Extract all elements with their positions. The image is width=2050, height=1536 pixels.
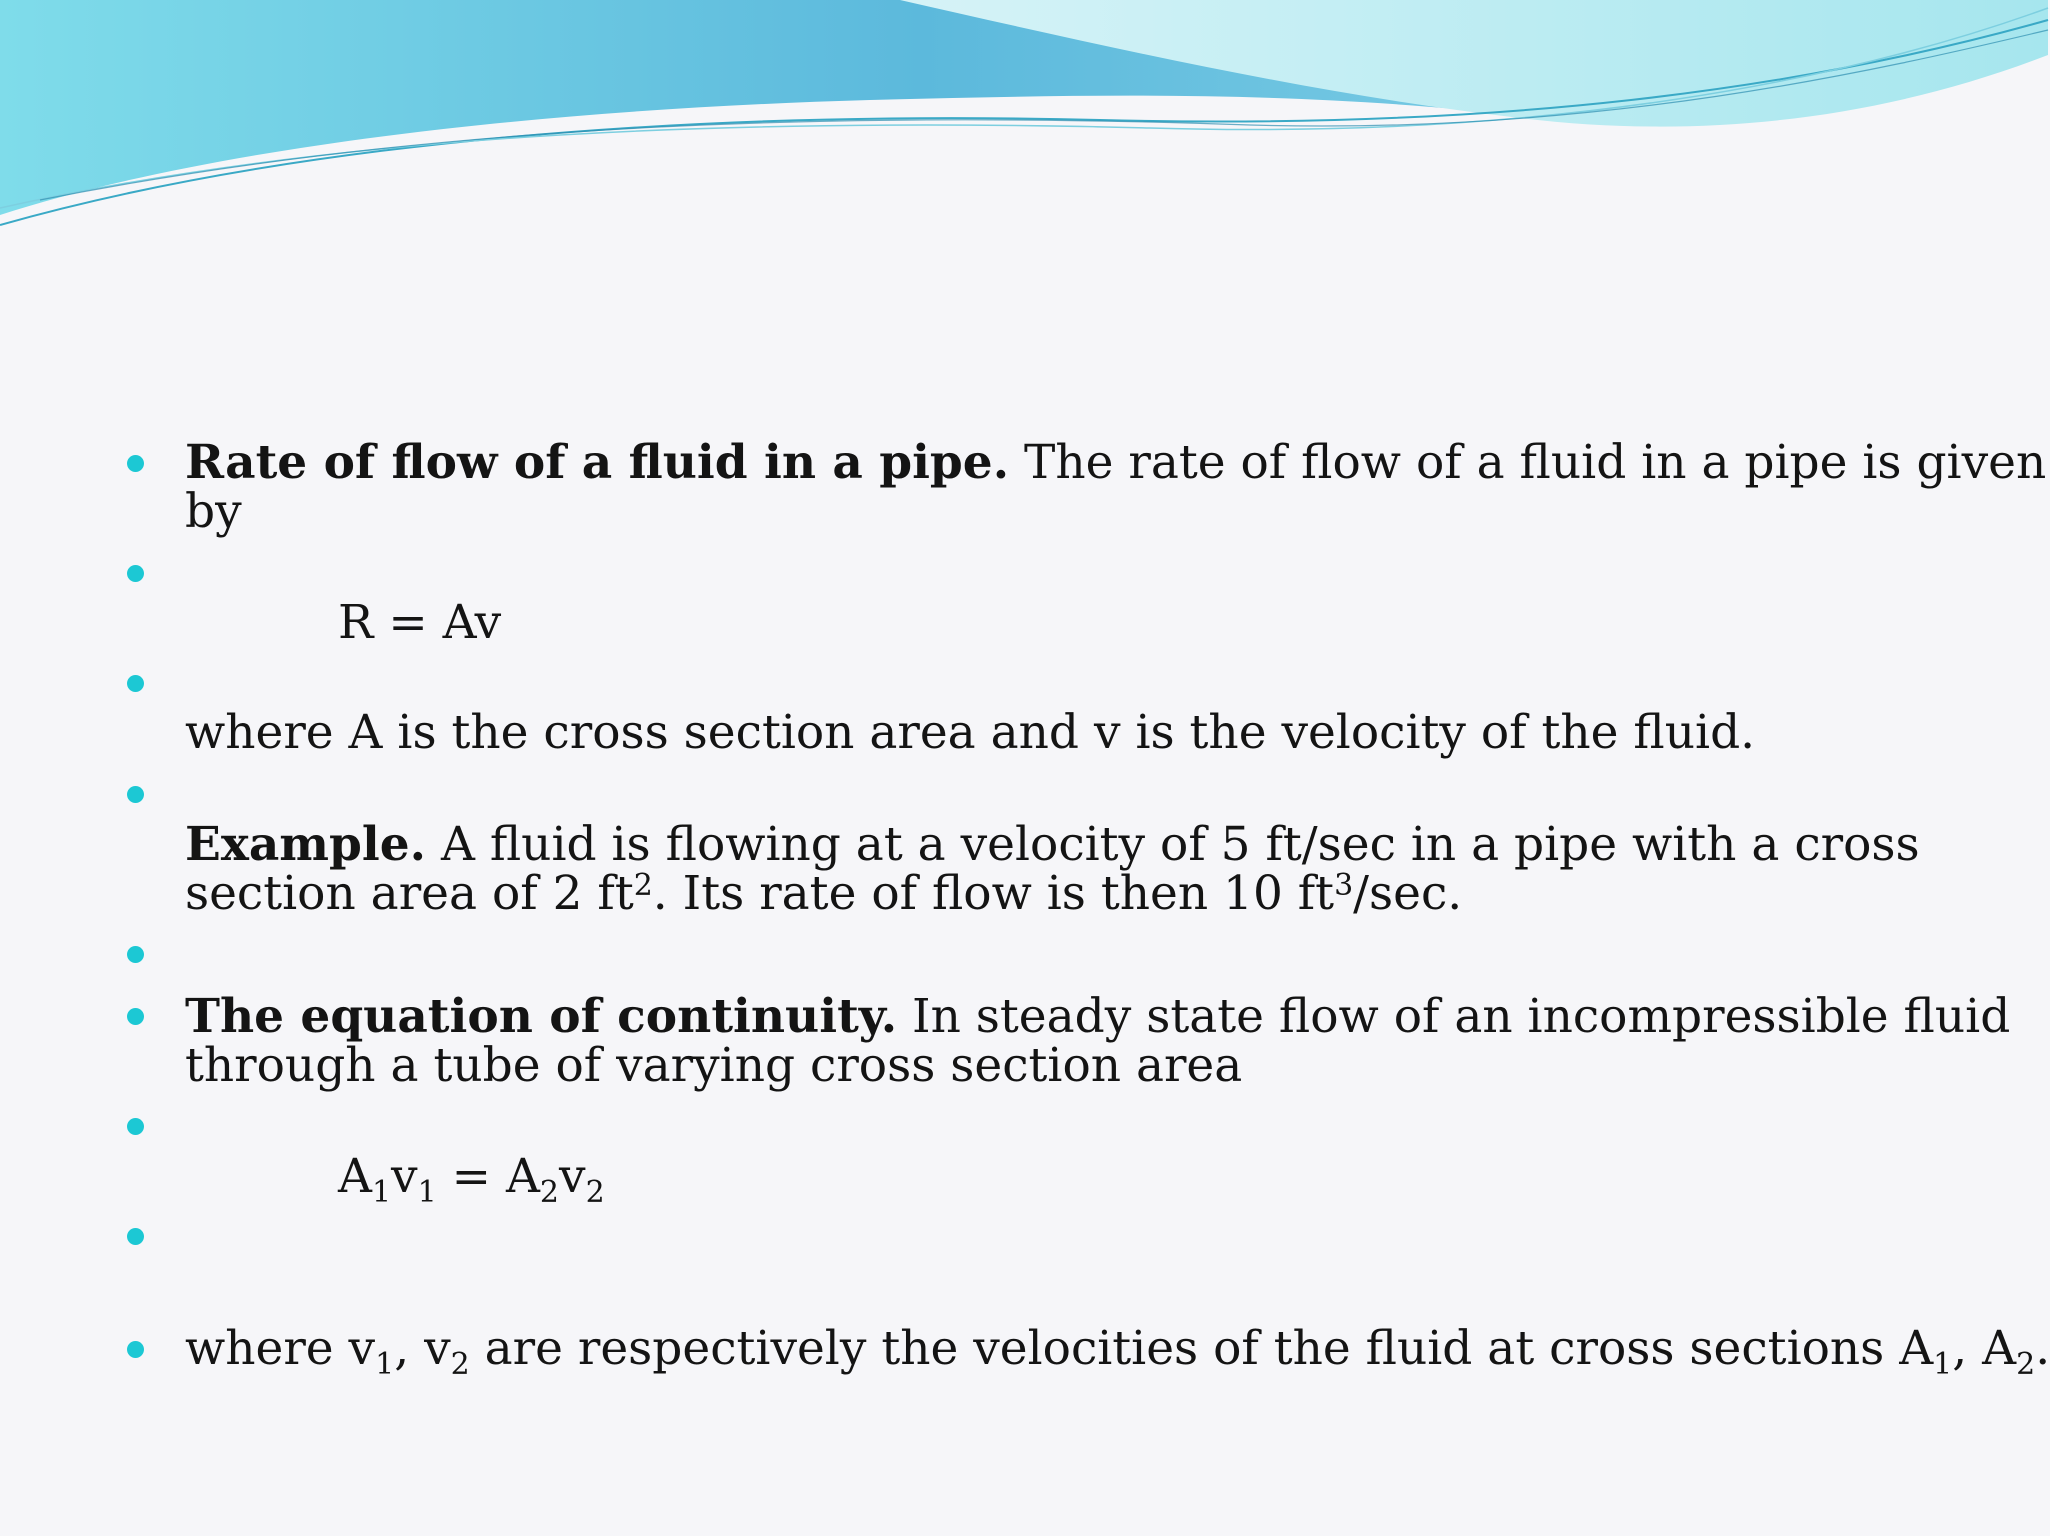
subscript: 1 (417, 1175, 437, 1210)
exponent-3: 3 (1334, 868, 1354, 903)
example-part-2: . Its rate of flow is then 10 ft (652, 866, 1335, 921)
subscript: 2 (585, 1175, 605, 1210)
subscript: 2 (2016, 1347, 2036, 1382)
where2-part-3: are respectively the velocities of the fluid at cross sections A (469, 1321, 1934, 1376)
subscript: 2 (539, 1175, 560, 1210)
example-text: A fluid is flowing at a velocity of 5 ft/sec in a pipe with a cross (426, 817, 1920, 872)
bullet-dot (127, 1118, 144, 1135)
bullet-dot (127, 946, 144, 963)
formula-a1: A (338, 1149, 372, 1204)
formula-v2: v (559, 1149, 586, 1204)
bullet-dot (127, 1341, 144, 1358)
where2-part-5: . (2035, 1321, 2050, 1376)
rate-of-flow-continuation: by (185, 484, 242, 539)
exponent-2: 2 (633, 868, 653, 903)
bullet-dot (127, 675, 144, 692)
bullet-dot (127, 1008, 144, 1025)
bullet-dot (127, 1228, 144, 1245)
bullet-dot (127, 786, 144, 803)
rate-of-flow-text: The rate of flow of a fluid in a pipe is given (1009, 435, 2047, 490)
formula-equals: = (436, 1149, 506, 1204)
subscript: 1 (1933, 1347, 1953, 1382)
where2-part-2: , v (394, 1321, 451, 1376)
formula-v1: v (391, 1149, 418, 1204)
continuity-line-2: through a tube of varying cross section area (185, 1038, 1243, 1093)
subscript: 1 (371, 1175, 392, 1210)
continuity-text: In steady state flow of an incompressible fluid (897, 989, 2011, 1044)
example-line-2 (185, 866, 1463, 921)
example-part-3: /sec. (1353, 866, 1463, 921)
continuity-heading: The equation of continuity. (185, 989, 898, 1044)
example-part-1: section area of 2 ft (185, 866, 634, 921)
subscript: 2 (450, 1347, 470, 1382)
example-line-1 (185, 817, 1920, 872)
formula-a2: A (505, 1149, 540, 1204)
continuity-line-1 (185, 989, 2011, 1044)
rate-of-flow-heading: Rate of flow of a fluid in a pipe. (185, 435, 1010, 490)
where-area-velocity: where A is the cross section area and v is the velocity of the fluid. (185, 705, 1756, 760)
bullet-dot (127, 565, 144, 582)
example-heading: Example. (185, 817, 427, 872)
formula-rate: R = Av (338, 595, 502, 650)
rate-of-flow-line (185, 435, 2047, 490)
where2-part-4: , A (1952, 1321, 2017, 1376)
subscript: 1 (375, 1347, 395, 1382)
where-velocities-line (185, 1321, 2050, 1382)
where2-part-1: where v (185, 1321, 376, 1376)
formula-continuity (338, 1149, 605, 1210)
bullet-dot (127, 455, 144, 472)
